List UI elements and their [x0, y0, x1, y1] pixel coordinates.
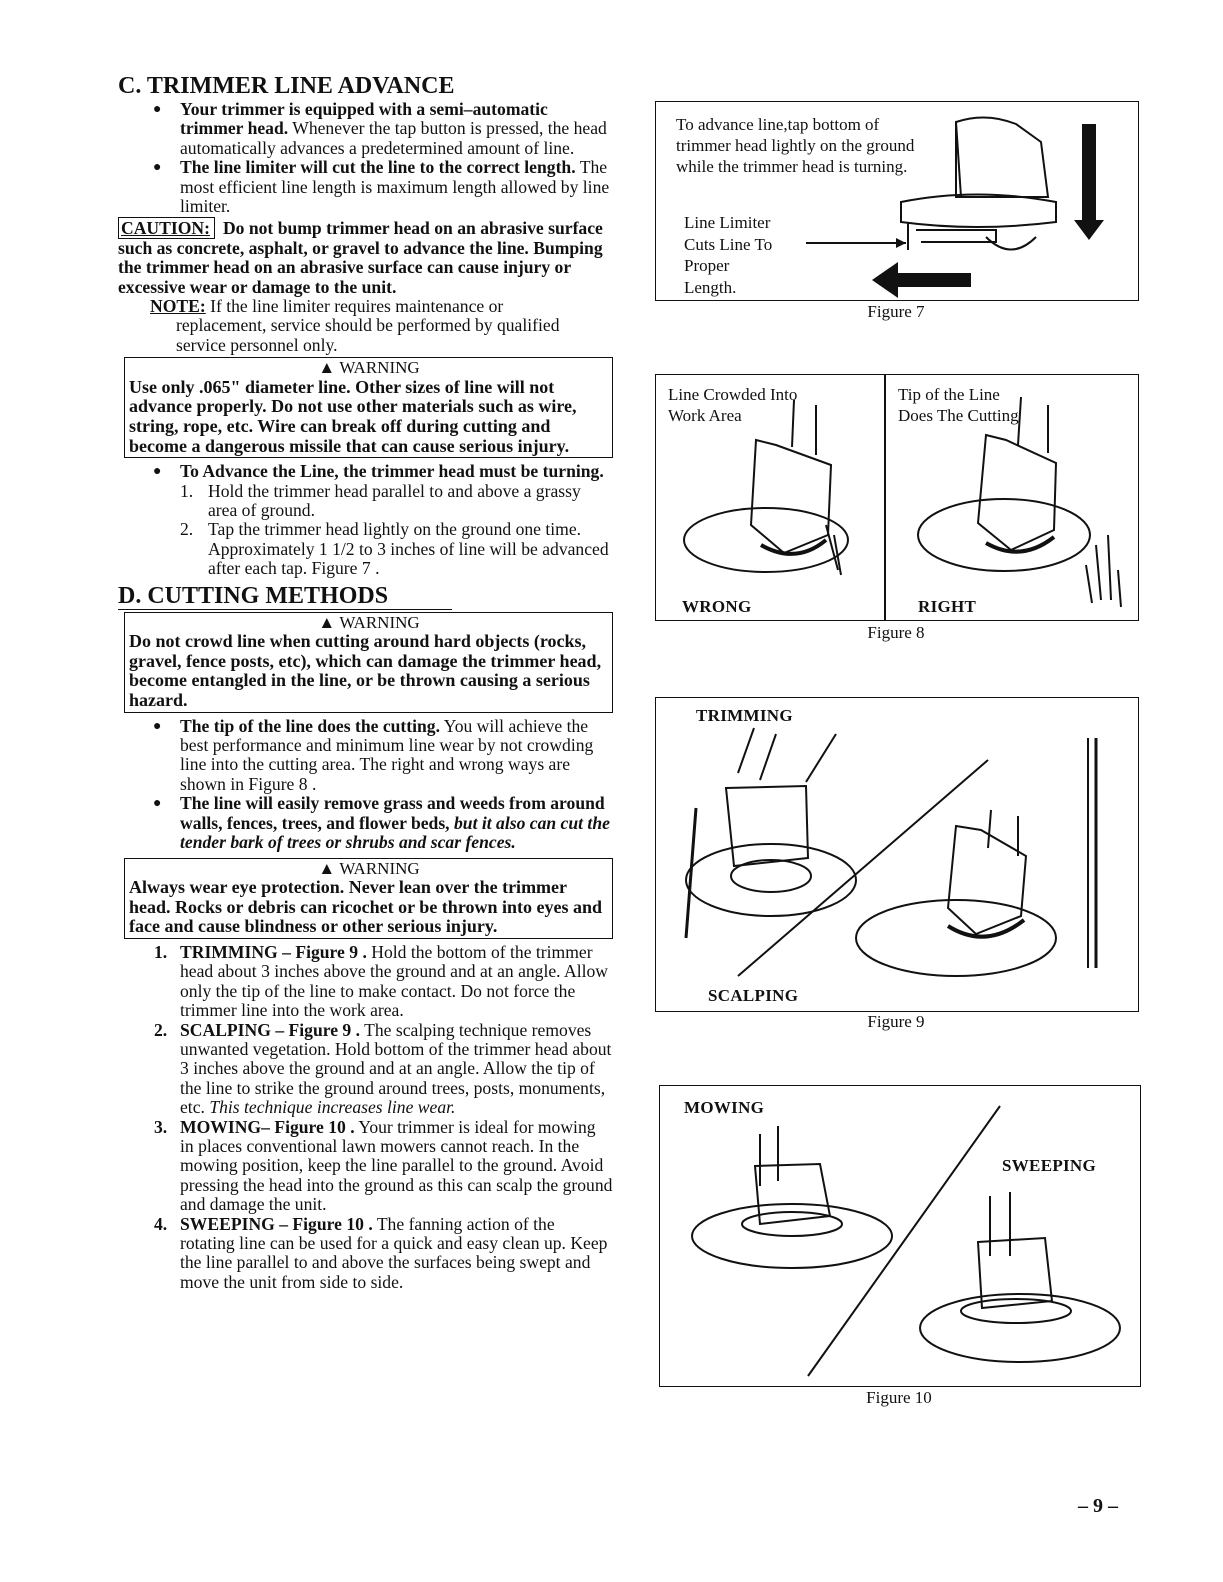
caution-block	[118, 219, 613, 297]
figure-8-illustration	[656, 375, 1138, 620]
warning-title: ▲ WARNING	[318, 358, 420, 378]
note-text: If the line limiter requires maintenance or	[205, 296, 504, 317]
bullet-dot-icon: ●	[153, 102, 162, 117]
warning-title: ▲ WARNING	[318, 858, 420, 878]
section-d-title: D. CUTTING METHODS	[118, 582, 613, 610]
figure-7-limiter-label: Line Limiter Cuts Line To Proper Length.	[684, 213, 773, 297]
method-sweeping: 4. SWEEPING – Figure 10 . The fanning action of the rotating line can be used for a quick and easy clean up. Keep the line parallel to and above the surfaces being swept and move the unit from side to side.	[154, 1213, 608, 1292]
page-number: – 9 –	[1078, 1495, 1118, 1517]
figure-8-right-label: RIGHT	[918, 597, 977, 616]
figure-8-wrong-label: WRONG	[682, 597, 752, 616]
bullet-semi-auto	[118, 100, 613, 158]
note-continuation: replacement, service should be performed by qualified service personnel only.	[176, 315, 560, 355]
method-mowing: 3. MOWING– Figure 10 . Your trimmer is ideal for mowing in places conventional lawn mowers cannot reach. In the mowing position, keep the line parallel to the ground. Avoid pressing the head into the ground as this can scalp the ground and damage the unit.	[154, 1116, 613, 1215]
figure-8-caption: Figure 8	[867, 623, 925, 642]
figure-7-caption: Figure 7	[867, 302, 925, 321]
method-trimming: 1. TRIMMING – Figure 9 . Hold the bottom of the trimmer head about 3 inches above the ground and at an angle. Allow only the tip of the line to make contact. Do not force the trimmer line into the work area.	[154, 941, 608, 1021]
warning-title: ▲ WARNING	[318, 612, 420, 632]
bullet-dot-icon: ●	[153, 160, 162, 176]
figure-10-illustration	[660, 1086, 1140, 1386]
warning-box-eye-protection	[124, 858, 613, 939]
bullet-bold-text: Your trimmer is equipped with a semi–automatic trimmer head.	[180, 99, 548, 139]
bullet-line-limiter	[118, 158, 613, 216]
note-block	[118, 297, 613, 355]
warning-text: Use only .065" diameter line. Other sizes of line will not advance properly. Do not use other materials such as wire, string, rope, etc. Wire can break off during cutting and become a dangerous missile that can cause serious injury.	[129, 376, 577, 456]
bullet-dot-icon: ●	[153, 464, 162, 480]
figure-8-wrong-caption: Line Crowded Into Work Area	[668, 385, 798, 425]
section-c-title: C. TRIMMER LINE ADVANCE	[118, 73, 455, 99]
method-scalping: 2. SCALPING – Figure 9 . The scalping technique removes unwanted vegetation. Hold bottom of the trimmer head about 3 inches above the ground and at an angle. Allow the tip of the line to strike the ground around trees, posts, monuments, etc. This technique increases line wear.	[154, 1019, 612, 1118]
figure-7-illustration	[656, 102, 1138, 300]
warning-box-line-diameter	[124, 357, 613, 458]
figure-10-sweeping-label: SWEEPING	[1002, 1156, 1097, 1175]
step-2: 2. Tap the trimmer head lightly on the ground one time. Approximately 1 1/2 to 3 inches of line will be advanced after each tap. Figure 7 .	[180, 519, 609, 579]
caution-text: Do not bump trimmer head on an abrasive surface such as concrete, asphalt, or gravel to advance the line. Bumping the trimmer head on an abrasive surface can cause injury or excessive wear or damage to the unit.	[118, 218, 603, 297]
caution-tag: CAUTION:	[118, 217, 215, 239]
warning-text: Always wear eye protection. Never lean over the trimmer head. Rocks or debris can ricochet or be thrown into eyes and face and cause blindness or other serious injury.	[129, 877, 603, 937]
figure-10-caption: Figure 10	[866, 1388, 932, 1407]
bullet-advance-line	[118, 462, 613, 481]
step-1: 1. Hold the trimmer head parallel to and above a grassy area of ground.	[180, 480, 581, 521]
note-label: NOTE:	[150, 296, 206, 317]
figure-9-illustration	[656, 698, 1138, 1011]
figure-9-trimming-label: TRIMMING	[696, 706, 793, 725]
bullet-text: Whenever the tap button is pressed, the head automatically advances a predetermined amount of line.	[180, 118, 607, 158]
figure-7-box	[655, 101, 1139, 301]
figure-9-caption: Figure 9	[867, 1012, 925, 1031]
figure-9-box	[655, 697, 1139, 1012]
figure-10-mowing-label: MOWING	[684, 1098, 765, 1117]
bullet-bold-text: To Advance the Line, the trimmer head must be turning.	[180, 461, 604, 482]
left-column	[118, 72, 613, 1292]
bullet-tip-cuts: ● The tip of the line does the cutting. You will achieve the best performance and minimum line wear by not crowding line into the cutting area. The right and wrong ways are shown in Figure 8 .	[153, 715, 594, 794]
bullet-dot-icon: ●	[153, 718, 162, 734]
figure-9-scalping-label: SCALPING	[708, 986, 799, 1005]
bullet-dot-icon: ●	[153, 796, 162, 812]
figure-8-box	[655, 374, 1139, 621]
warning-box-crowd-line	[124, 612, 613, 713]
bullet-bold-text: The line limiter will cut the line to the correct length.	[180, 157, 576, 178]
bullet-text: The most efficient line length is maximum length allowed by line limiter.	[180, 157, 610, 217]
figure-7-instruction: To advance line,tap bottom of trimmer head lightly on the ground while the trimmer head is turning.	[676, 115, 915, 176]
figure-8-right-caption: Tip of the Line Does The Cutting	[898, 385, 1019, 425]
bullet-remove-grass: ● The line will easily remove grass and weeds from around walls, fences, trees, and flower beds, but it also can cut the tender bark of trees or shrubs and scar fences.	[153, 793, 610, 853]
warning-text: Do not crowd line when cutting around hard objects (rocks, gravel, fence posts, etc), which can damage the trimmer head, become entangled in the line, or be thrown causing a serious hazard.	[129, 631, 602, 711]
figure-10-box	[659, 1085, 1141, 1387]
